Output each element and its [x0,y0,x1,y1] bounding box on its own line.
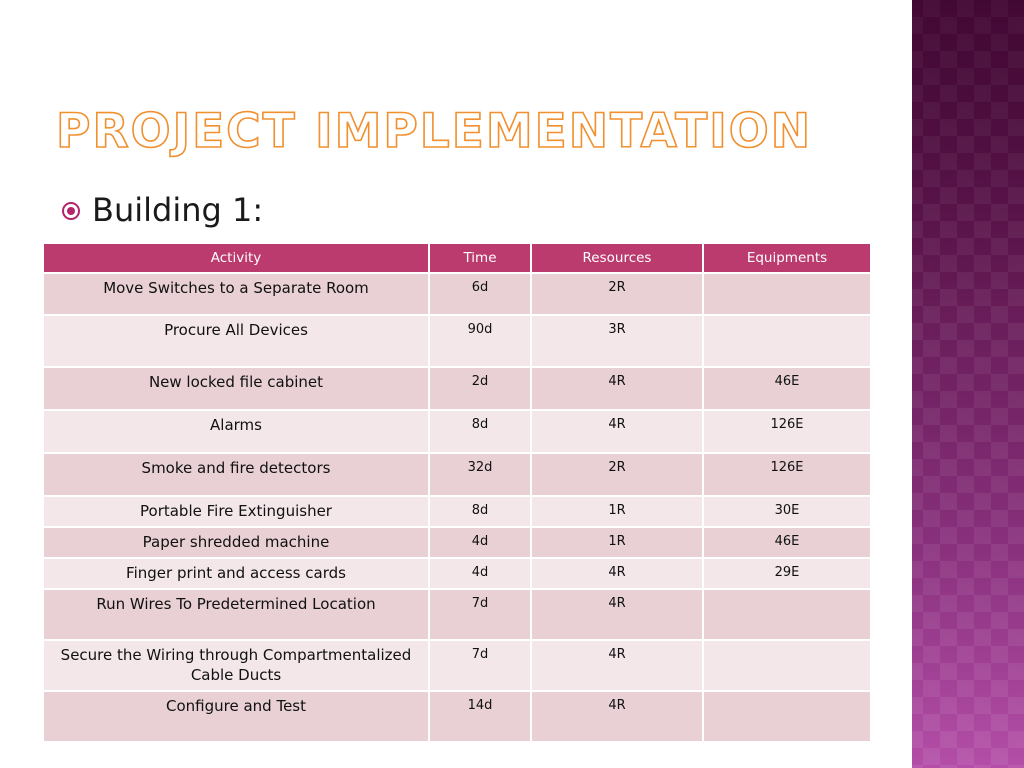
cell-resources: 1R [531,527,703,558]
table-row [43,410,871,453]
cell-equipments [703,273,871,315]
table-header-row [43,243,871,273]
cell-time: 8d [429,410,531,453]
cell-time: 14d [429,691,531,742]
cell-activity: Alarms [43,410,429,453]
cell-time: 4d [429,558,531,589]
cell-time: 7d [429,589,531,640]
cell-activity: Paper shredded machine [43,527,429,558]
cell-time: 2d [429,367,531,410]
header-equipments: Equipments [703,243,871,273]
cell-activity: New locked file cabinet [43,367,429,410]
bullet-text: Building 1: [92,191,264,229]
cell-activity: Run Wires To Predetermined Location [43,589,429,640]
cell-equipments [703,691,871,742]
cell-equipments: 29E [703,558,871,589]
cell-resources: 4R [531,589,703,640]
table-row [43,367,871,410]
cell-resources: 2R [531,453,703,496]
table-row [43,453,871,496]
cell-time: 7d [429,640,531,691]
table-row [43,691,871,742]
cell-resources: 4R [531,410,703,453]
cell-time: 32d [429,453,531,496]
cell-activity: Procure All Devices [43,315,429,367]
table-row [43,496,871,527]
cell-resources: 4R [531,640,703,691]
table-row [43,558,871,589]
cell-equipments: 30E [703,496,871,527]
bullet-point [62,188,263,232]
cell-equipments [703,589,871,640]
header-activity: Activity [43,243,429,273]
cell-time: 4d [429,527,531,558]
slide-title: PROJECT IMPLEMENTATION [56,104,813,159]
decorative-side-panel [912,0,1024,768]
cell-resources: 2R [531,273,703,315]
table-row [43,315,871,367]
cell-equipments: 46E [703,527,871,558]
table-row [43,640,871,691]
cell-equipments: 126E [703,453,871,496]
cell-equipments [703,640,871,691]
cell-resources: 4R [531,367,703,410]
cell-equipments: 46E [703,367,871,410]
cell-resources: 4R [531,691,703,742]
cell-equipments: 126E [703,410,871,453]
cell-time: 8d [429,496,531,527]
cell-time: 6d [429,273,531,315]
header-time: Time [429,243,531,273]
cell-activity: Smoke and fire detectors [43,453,429,496]
cell-time: 90d [429,315,531,367]
table-row [43,589,871,640]
cell-resources: 4R [531,558,703,589]
cell-resources: 1R [531,496,703,527]
cell-equipments [703,315,871,367]
cell-activity: Secure the Wiring through Compartmentalized Cable Ducts [43,640,429,691]
cell-activity: Finger print and access cards [43,558,429,589]
cell-activity: Configure and Test [43,691,429,742]
target-bullet-icon [62,202,80,220]
header-resources: Resources [531,243,703,273]
table-row [43,527,871,558]
schedule-table [42,242,872,743]
cell-activity: Move Switches to a Separate Room [43,273,429,315]
table-row [43,273,871,315]
cell-activity: Portable Fire Extinguisher [43,496,429,527]
cell-resources: 3R [531,315,703,367]
